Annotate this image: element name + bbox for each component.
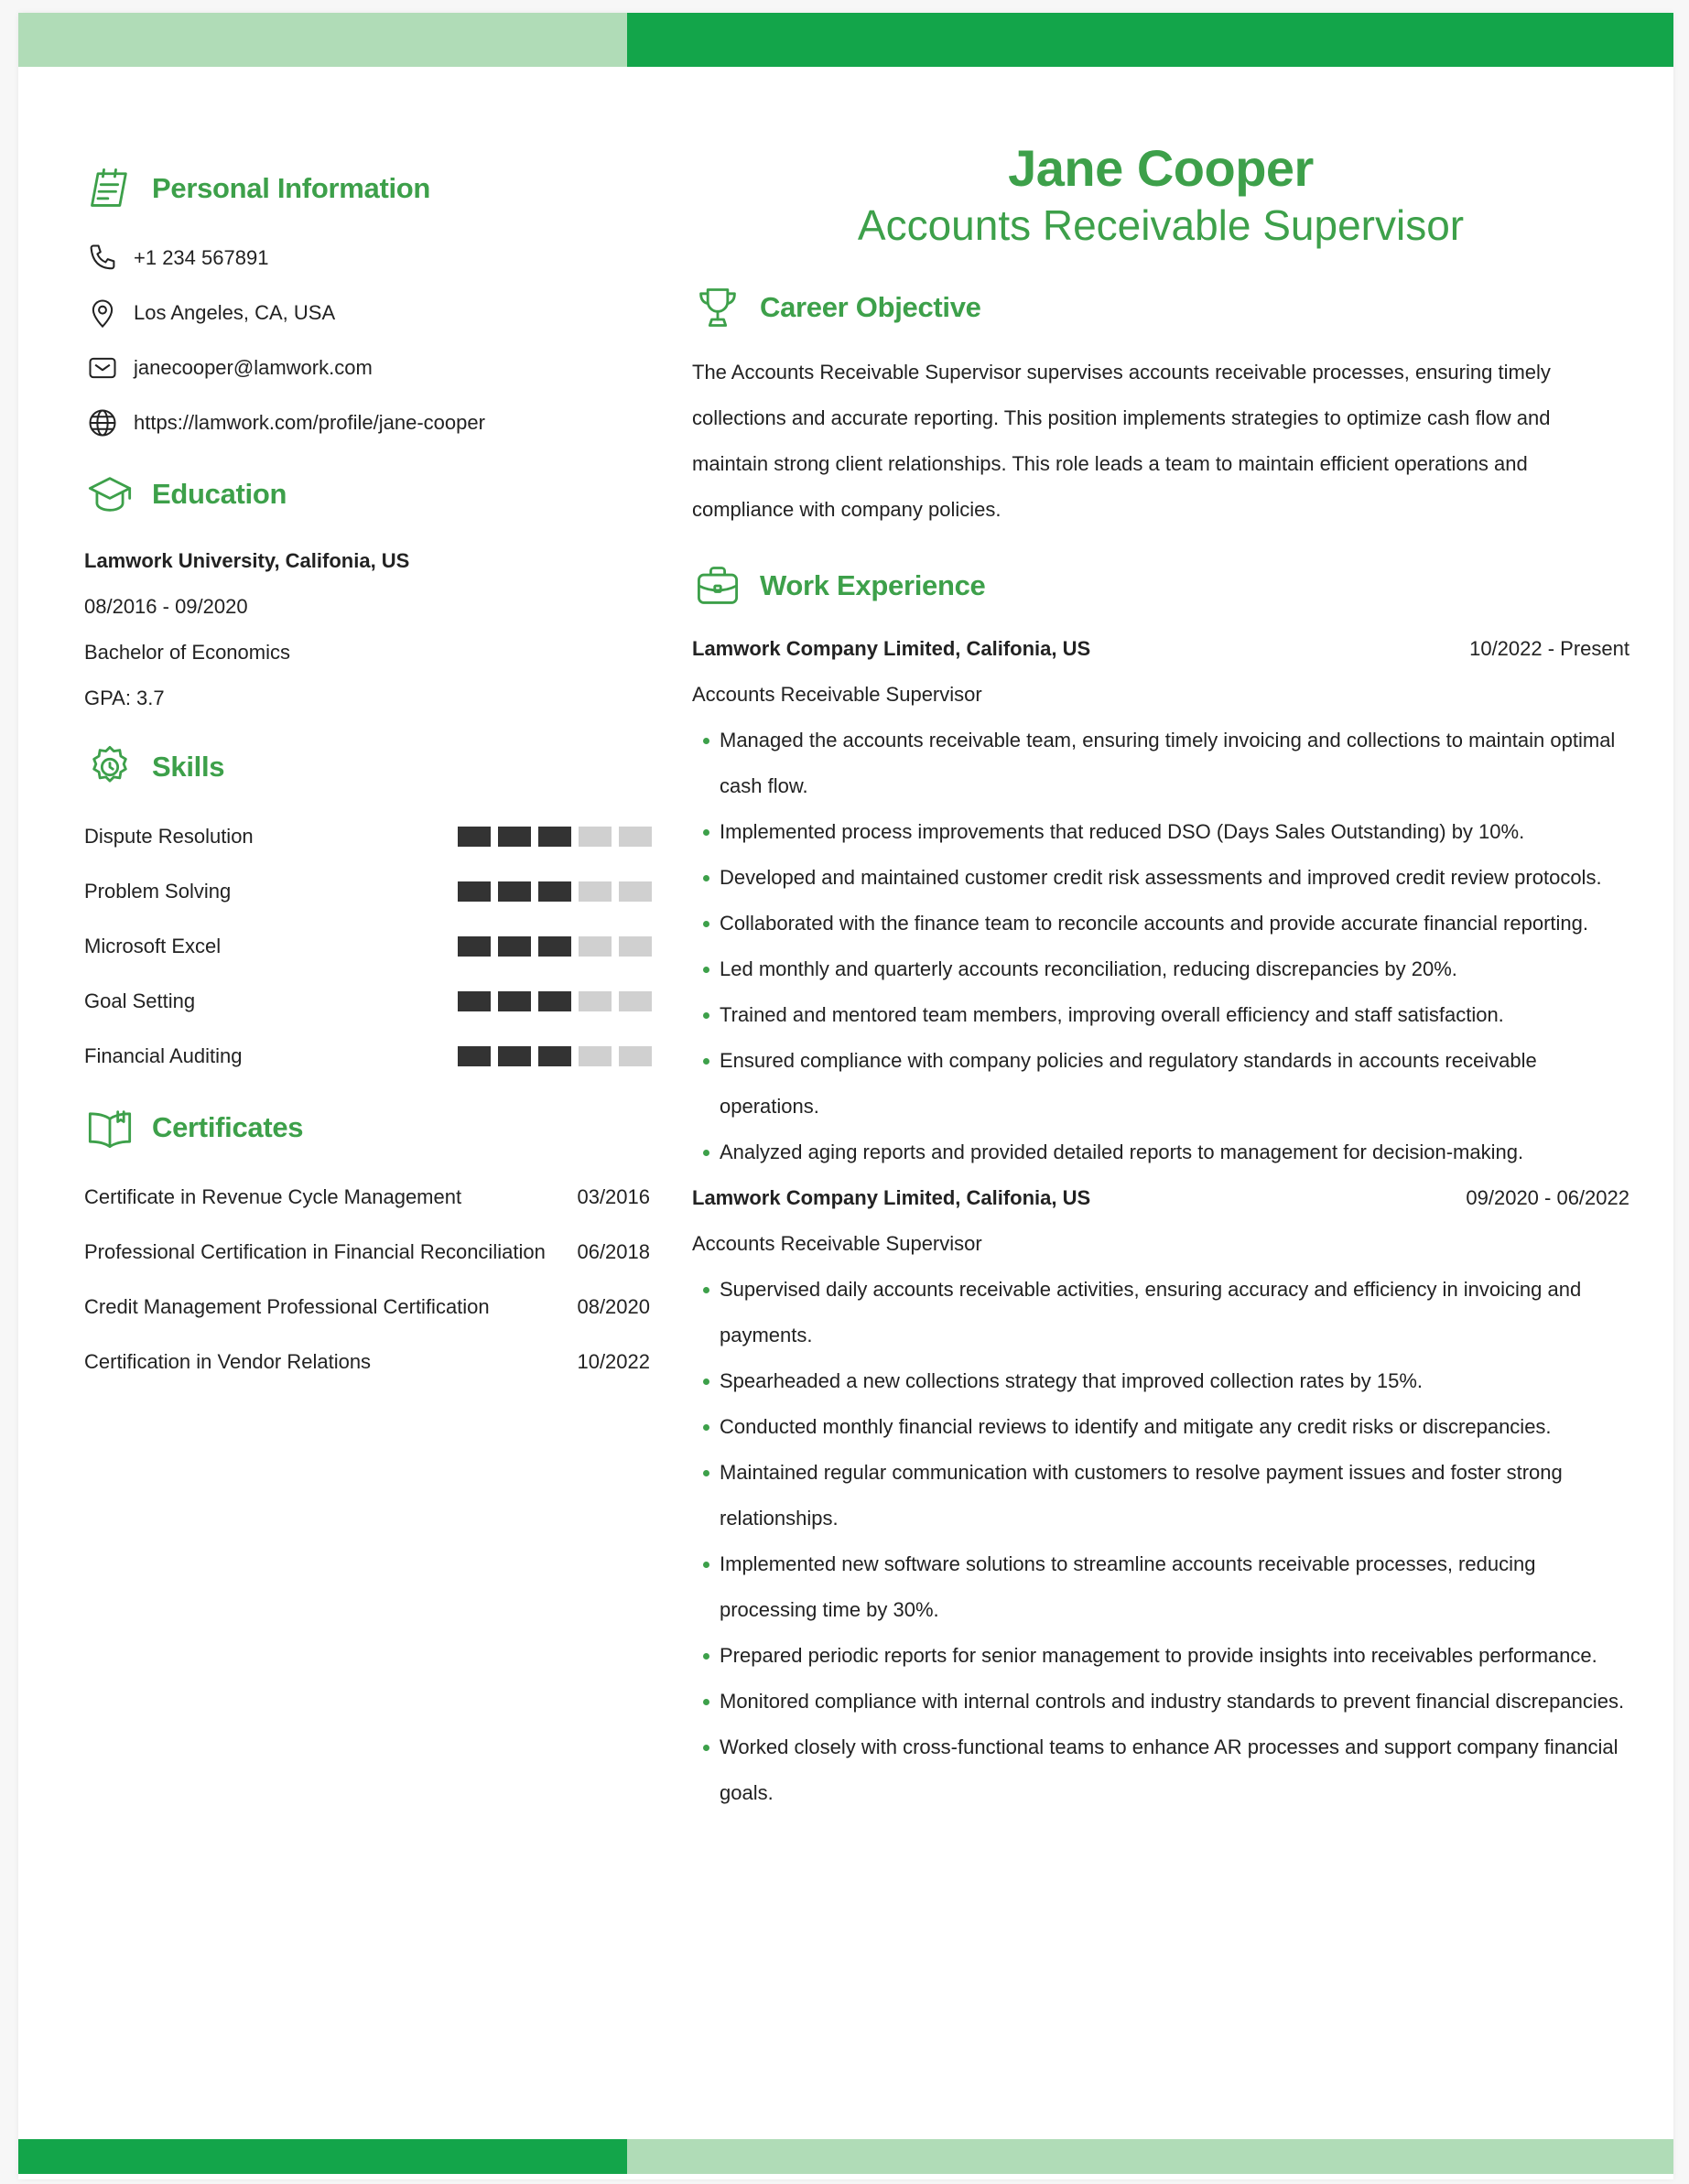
job-bullet: Supervised daily accounts receivable activities, ensuring accuracy and efficiency in invoicing and payments.: [720, 1267, 1629, 1358]
skill-level-meter: [458, 827, 652, 847]
gear-clock-icon: [84, 741, 135, 793]
certificate-date: 10/2022: [577, 1350, 650, 1373]
left-column: [84, 159, 650, 1389]
skill-level-filled: [498, 1046, 531, 1066]
education-gpa: GPA: 3.7: [84, 687, 165, 709]
graduation-cap-icon: [84, 469, 135, 520]
job-entry: [692, 626, 1629, 1175]
experience-list: [692, 626, 1629, 1816]
job-bullet: Developed and maintained customer credit risk assessments and improved credit review protocols.: [720, 855, 1629, 901]
education-entry: [84, 538, 650, 721]
skill-level-filled: [458, 881, 491, 902]
skill-level-filled: [458, 1046, 491, 1066]
skill-level-empty: [579, 991, 612, 1011]
candidate-role: Accounts Receivable Supervisor: [857, 201, 1465, 249]
contact-list: [84, 231, 650, 450]
skill-level-filled: [458, 991, 491, 1011]
skill-level-filled: [498, 936, 531, 957]
certificate-date: 08/2020: [577, 1295, 650, 1318]
job-bullet: Led monthly and quarterly accounts reconciliation, reducing discrepancies by 20%.: [720, 946, 1629, 992]
skill-level-empty: [619, 1046, 652, 1066]
skill-level-empty: [619, 881, 652, 902]
certificate-row: [84, 1225, 650, 1280]
skill-level-empty: [579, 936, 612, 957]
bottom-accent-bar-dark: [18, 2139, 627, 2174]
certificates-header: [84, 1098, 650, 1157]
job-company: Lamwork Company Limited, Califonia, US: [692, 637, 1091, 660]
job-header: [692, 626, 1629, 672]
skill-level-meter: [458, 991, 652, 1011]
phone-text: +1 234 567891: [134, 246, 269, 269]
certificates-title: Certificates: [152, 1111, 304, 1143]
skill-name: Problem Solving: [84, 880, 232, 903]
skill-level-meter: [458, 881, 652, 902]
personal-info-title: Personal Information: [152, 172, 431, 204]
skill-level-filled: [538, 936, 571, 957]
certificate-date: 03/2016: [577, 1185, 650, 1208]
globe-icon: [84, 405, 121, 441]
certificate-name: Professional Certification in Financial Reconciliation: [84, 1240, 546, 1263]
education-school: Lamwork University, Califonia, US: [84, 549, 410, 572]
skill-name: Financial Auditing: [84, 1044, 243, 1067]
resume-page: [18, 13, 1673, 2179]
certificate-row: [84, 1335, 650, 1389]
skill-row: [84, 919, 650, 974]
envelope-icon: [84, 350, 121, 386]
job-bullet: Implemented new software solutions to streamline accounts receivable processes, reducing processing time by 30%.: [720, 1541, 1629, 1633]
skills-title: Skills: [152, 751, 225, 783]
certificates-list: [84, 1170, 650, 1389]
bottom-accent-bar-light: [627, 2139, 1673, 2174]
certificate-date: 06/2018: [577, 1240, 650, 1263]
skill-level-filled: [498, 991, 531, 1011]
job-bullets: [692, 1267, 1629, 1816]
job-dates: 10/2022 - Present: [1469, 637, 1629, 660]
job-bullet: Managed the accounts receivable team, ensuring timely invoicing and collections to maintain optimal cash flow.: [720, 718, 1629, 809]
candidate-name: Jane Cooper: [1008, 139, 1314, 197]
job-position: Accounts Receivable Supervisor: [692, 1232, 982, 1255]
skill-row: [84, 974, 650, 1029]
skill-level-filled: [458, 936, 491, 957]
contact-location: [84, 286, 650, 341]
skill-level-filled: [538, 1046, 571, 1066]
objective-header: [692, 278, 1629, 337]
skill-level-filled: [538, 991, 571, 1011]
job-bullet: Worked closely with cross-functional teams to enhance AR processes and support company financial goals.: [720, 1724, 1629, 1816]
skill-name: Microsoft Excel: [84, 935, 222, 957]
experience-title: Work Experience: [760, 569, 986, 601]
skill-row: [84, 864, 650, 919]
skills-list: [84, 809, 650, 1084]
skill-row: [84, 809, 650, 864]
skill-level-filled: [538, 827, 571, 847]
skill-level-meter: [458, 936, 652, 957]
job-bullet: Monitored compliance with internal controls and industry standards to prevent financial discrepancies.: [720, 1679, 1629, 1724]
job-bullet: Ensured compliance with company policies and regulatory standards in accounts receivable operations.: [720, 1038, 1629, 1130]
certificate-name: Certification in Vendor Relations: [84, 1350, 372, 1373]
job-bullet: Maintained regular communication with customers to resolve payment issues and foster strong relationships.: [720, 1450, 1629, 1541]
certificate-row: [84, 1280, 650, 1335]
job-bullets: [692, 718, 1629, 1175]
certificate-name: Certificate in Revenue Cycle Management: [84, 1185, 462, 1208]
education-title: Education: [152, 478, 287, 510]
certificate-name: Credit Management Professional Certification: [84, 1295, 490, 1318]
right-column: [692, 141, 1629, 1816]
education-degree: Bachelor of Economics: [84, 641, 290, 664]
job-bullet: Analyzed aging reports and provided detailed reports to management for decision-making.: [720, 1130, 1629, 1175]
calendar-note-icon: [84, 163, 135, 214]
skill-row: [84, 1029, 650, 1084]
skill-level-empty: [579, 827, 612, 847]
contact-email: [84, 341, 650, 395]
skill-level-filled: [458, 827, 491, 847]
skill-name: Dispute Resolution: [84, 825, 254, 848]
skill-level-filled: [538, 881, 571, 902]
email-text: janecooper@lamwork.com: [134, 356, 373, 379]
location-text: Los Angeles, CA, USA: [134, 301, 336, 324]
personal-info-header: [84, 159, 650, 218]
skill-level-filled: [498, 881, 531, 902]
contact-website: [84, 395, 650, 450]
trophy-icon: [692, 282, 743, 333]
skill-level-empty: [579, 1046, 612, 1066]
skill-level-meter: [458, 1046, 652, 1066]
open-book-icon: [84, 1102, 135, 1153]
contact-phone: [84, 231, 650, 286]
job-bullet: Implemented process improvements that reduced DSO (Days Sales Outstanding) by 10%.: [720, 809, 1629, 855]
skill-level-empty: [579, 881, 612, 902]
job-bullet: Collaborated with the finance team to reconcile accounts and provide accurate financial reporting.: [720, 901, 1629, 946]
phone-icon: [84, 240, 121, 276]
top-accent-bar-light: [18, 13, 627, 67]
certificate-row: [84, 1170, 650, 1225]
top-accent-bar-dark: [627, 13, 1673, 67]
skills-header: [84, 738, 650, 796]
briefcase-icon: [692, 560, 743, 611]
job-company: Lamwork Company Limited, Califonia, US: [692, 1186, 1091, 1209]
objective-text: The Accounts Receivable Supervisor supervises accounts receivable processes, ensuring timely collections and accurate reporting. This position implements strategies to optimize cash flow and maintain strong client relationships. This role leads a team to maintain efficient operations and compliance with company policies.: [692, 361, 1551, 521]
website-text: https://lamwork.com/profile/jane-cooper: [134, 411, 485, 434]
skill-level-empty: [619, 936, 652, 957]
job-entry: [692, 1175, 1629, 1816]
experience-header: [692, 557, 1629, 615]
objective-title: Career Objective: [760, 291, 981, 323]
skill-level-empty: [619, 991, 652, 1011]
location-pin-icon: [84, 295, 121, 331]
job-bullet: Trained and mentored team members, improving overall efficiency and staff satisfaction.: [720, 992, 1629, 1038]
skill-level-empty: [619, 827, 652, 847]
education-dates: 08/2016 - 09/2020: [84, 595, 248, 618]
job-bullet: Prepared periodic reports for senior management to provide insights into receivables performance.: [720, 1633, 1629, 1679]
job-header: [692, 1175, 1629, 1221]
job-position: Accounts Receivable Supervisor: [692, 683, 982, 706]
job-dates: 09/2020 - 06/2022: [1466, 1186, 1629, 1209]
job-bullet: Spearheaded a new collections strategy that improved collection rates by 15%.: [720, 1358, 1629, 1404]
education-header: [84, 465, 650, 524]
job-bullet: Conducted monthly financial reviews to identify and mitigate any credit risks or discrepancies.: [720, 1404, 1629, 1450]
skill-name: Goal Setting: [84, 989, 196, 1012]
skill-level-filled: [498, 827, 531, 847]
